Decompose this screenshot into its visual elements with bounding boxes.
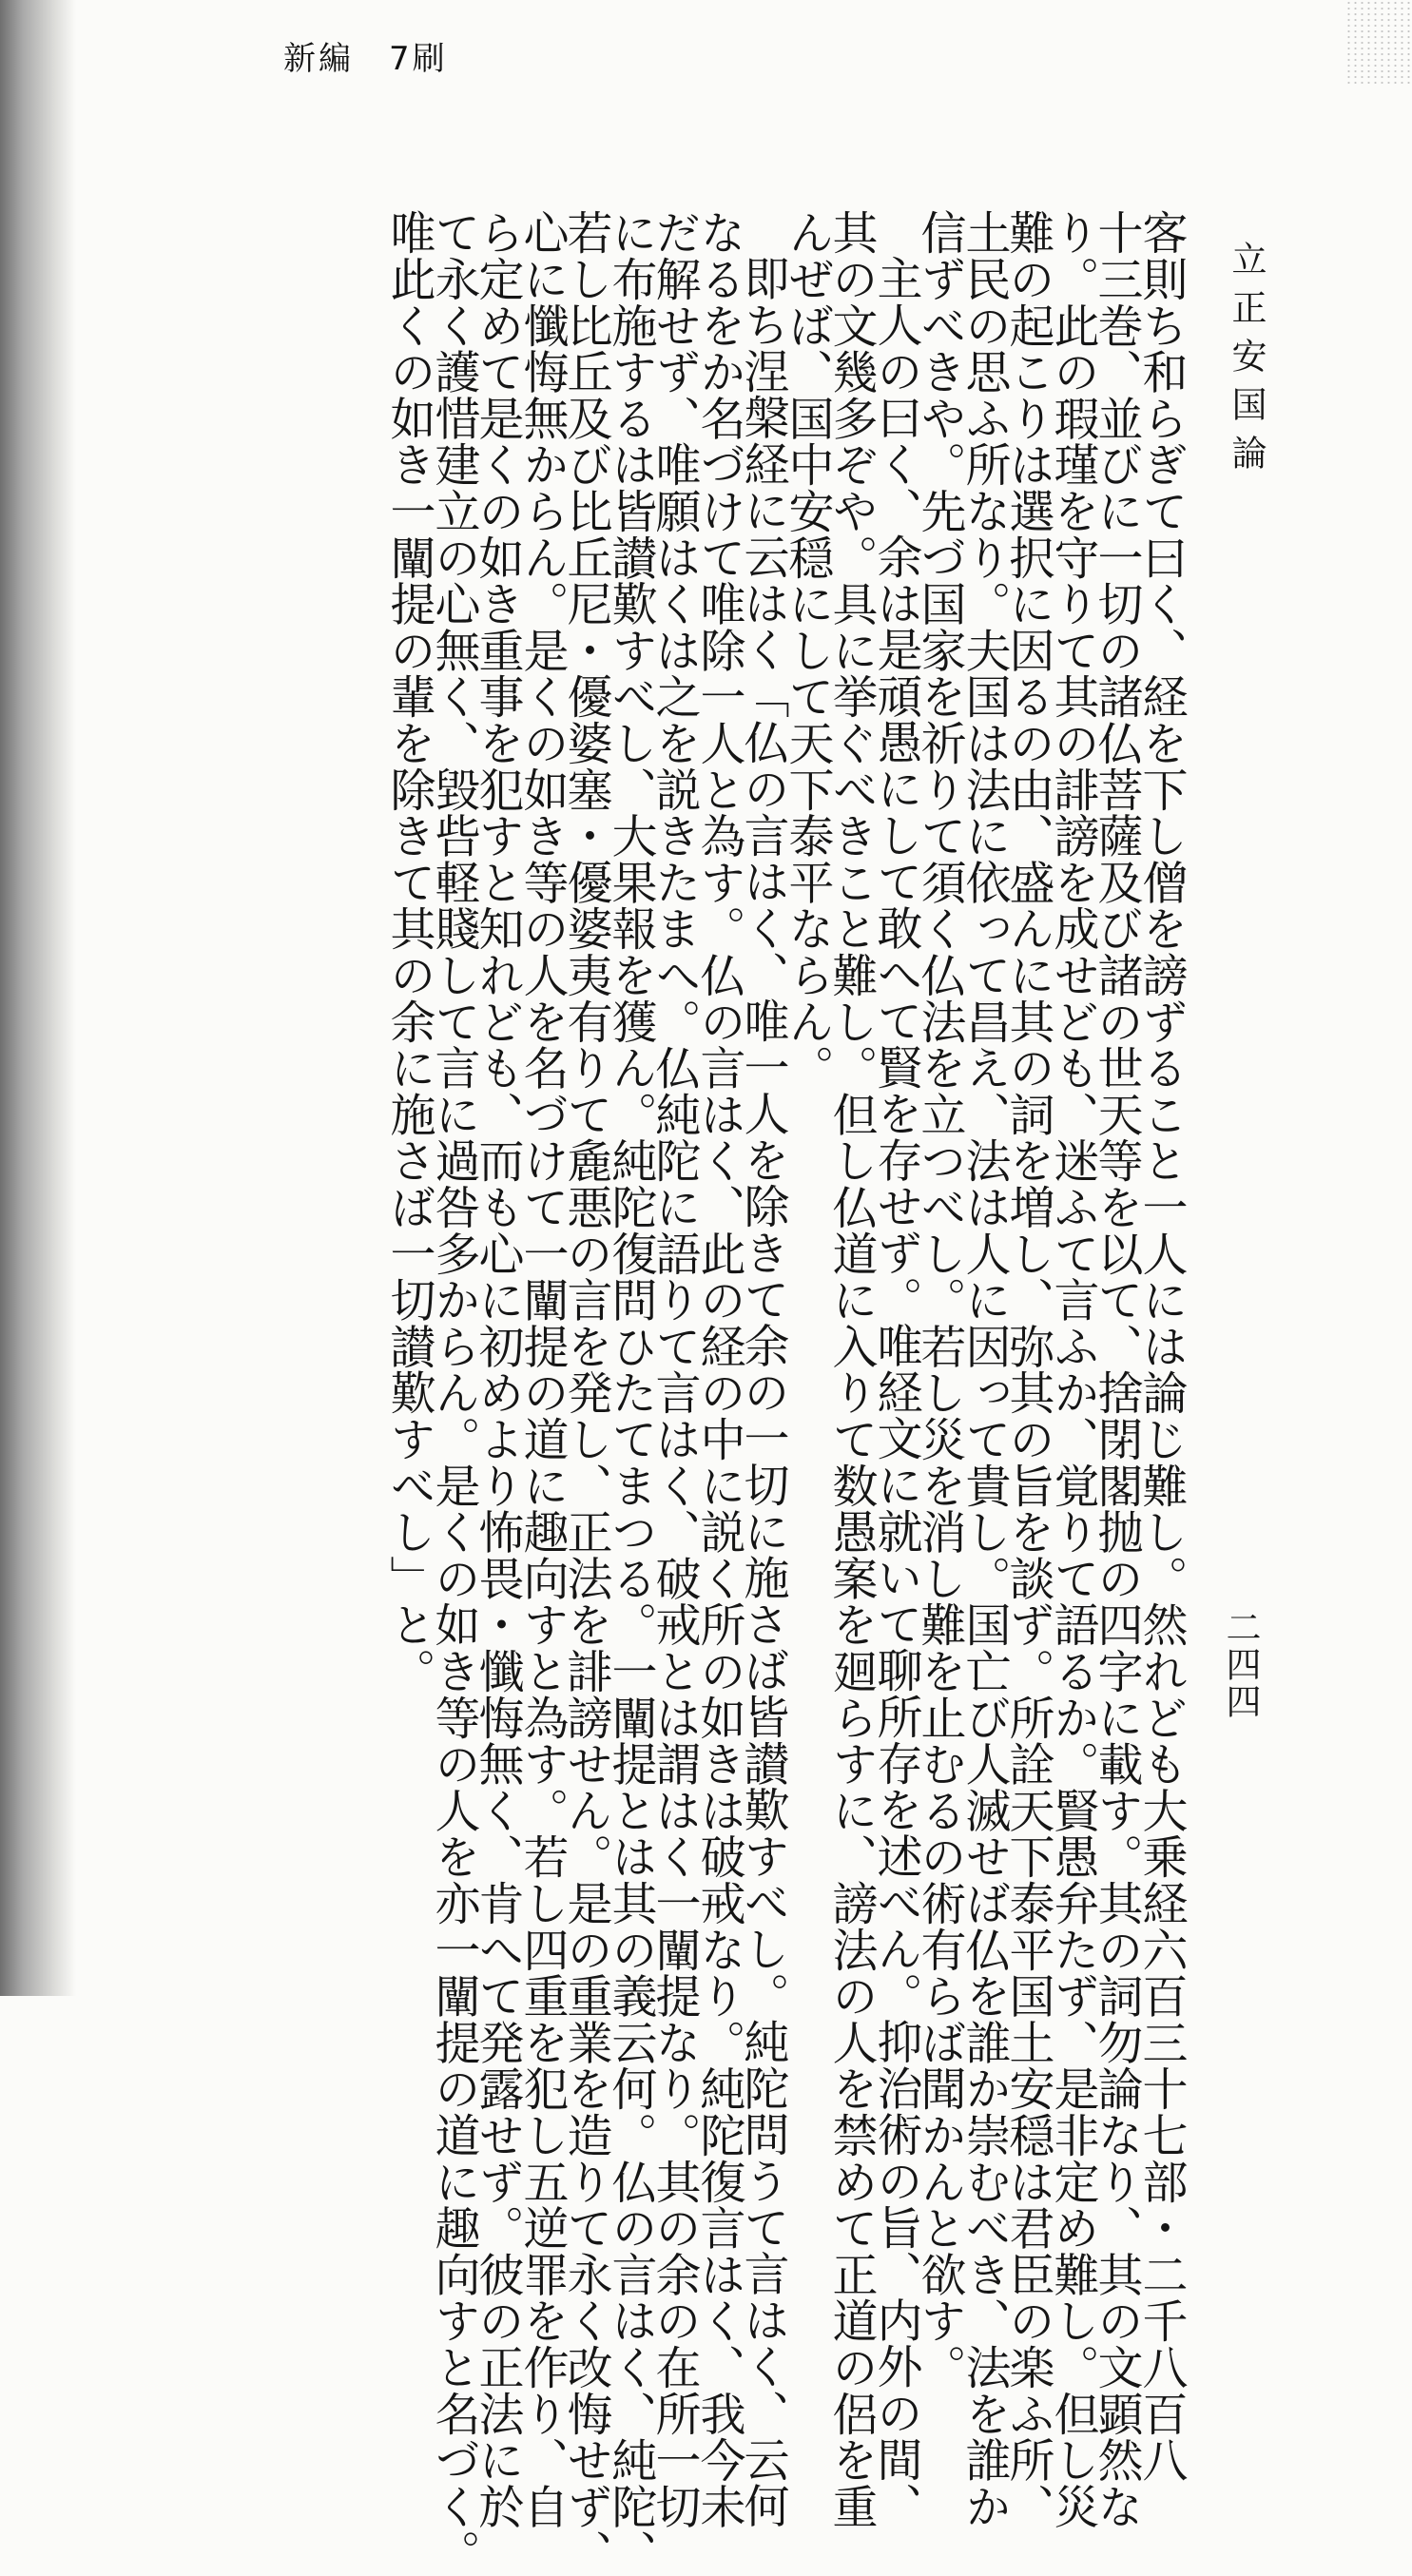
page-number: 二四四 [1220, 1609, 1261, 1720]
edition-label: 新編 7刷 [283, 40, 448, 78]
text-column: 唯此くの如き一闡提の輩を除きて其の余に施さば一切讃歎すべし」と。 [382, 209, 435, 1695]
text-column: 其の文幾多ぞや。具に挙ぐべきこと難し。但し仏道に入りて数愚案を廻らすに、謗法の人を禁めて正道の侶を重 [824, 209, 878, 2529]
text-column: て永く護惜建立の心無く、毀呰軽賤して言に過咎多からん。是くの如き等の人を亦一闡提の道に趣向すと名づく。 [427, 209, 480, 2576]
page-gutter-shadow [0, 0, 76, 1996]
text-column: り。此の瑕瑾を守りて其の誹謗を成せども、迷ふて言ふか、覚りて語るか。賢愚弁たず、是非定め難し。但し災 [1046, 209, 1099, 2529]
text-column: 難の起こりは選択に因るの由、盛んに其の詞を増し、弥其の旨を談ず。所詮天下泰平国土安穏は君臣の楽ふ所、 [1001, 209, 1054, 2529]
text-column: に布施するは皆讃歎すべし、大果報を獲ん。純陀復問ひたてまつる。一闡提とは其の義云何。仏の言はく、純陀、 [604, 209, 657, 2576]
text-column: 即ち涅槃経に云はく「仏の言はく、唯一人を除きて余の一切に施さば皆讃歎すべし。純陀問うて言はく、云何 [736, 255, 789, 2529]
scan-noise [1345, 0, 1412, 86]
text-column: だ解せず、唯願はくは之を説きたまへ。仏純陀に語りて言はく、破戒とは謂はく一闡提なり。其の余の在所一切 [648, 209, 701, 2529]
text-column: 土民の思ふ所なり。夫国は法に依って昌え、法は人に因って貴し。国亡び人滅せば仏を誰か崇むべき、法を誰か [957, 209, 1011, 2530]
text-column: 心に懺悔無からん。是くの如き等の人を名づけて一闡提の道に趣向すと為す。若し四重を犯し五逆罪を作り、自 [515, 209, 569, 2529]
running-title: 立正安国論 [1226, 241, 1267, 483]
text-column: 十三巻、並びに一切の諸仏菩薩及び諸の世天等を以て、捨閉閣抛の四字に載す。其の詞勿論なり、其の文顕然な [1090, 209, 1143, 2529]
text-column: なるをか名づけて唯除一人と為す。仏の言はく、此の経の中に説く所の如きは破戒なり。純陀復言はく、我今未 [692, 209, 745, 2529]
text-column: 信ずべきや。先づ国家を祈りて須く仏法を立つべし。若し災を消し難を止むるの術有らば聞かんと欲す。 [913, 209, 966, 2391]
text-column: 主人の曰く、余は是頑愚にして敢へて賢を存せず。唯経文に就いて聊所存を述べん。抑治術の旨、内外の間、 [869, 255, 922, 2529]
text-column: 客則ち和らぎて曰く、経を下し僧を謗ずること一人には論じ難し。然れども大乗経六百三十七部・二千八百八 [1134, 209, 1188, 2484]
text-column: 若し比丘及び比丘尼・優婆塞・優婆夷有りて麁悪の言を発し、正法を誹謗せん。是の重業を造りて永く改悔せず、 [559, 209, 612, 2576]
text-column: んぜば、国中安穏にして天下泰平ならん。 [781, 209, 834, 1092]
text-column: ら定めて是くの如き重事を犯すと知れども、而も心に初めより怖畏・懺悔無く、肯へて発露せず。彼の正法に於 [471, 209, 524, 2529]
